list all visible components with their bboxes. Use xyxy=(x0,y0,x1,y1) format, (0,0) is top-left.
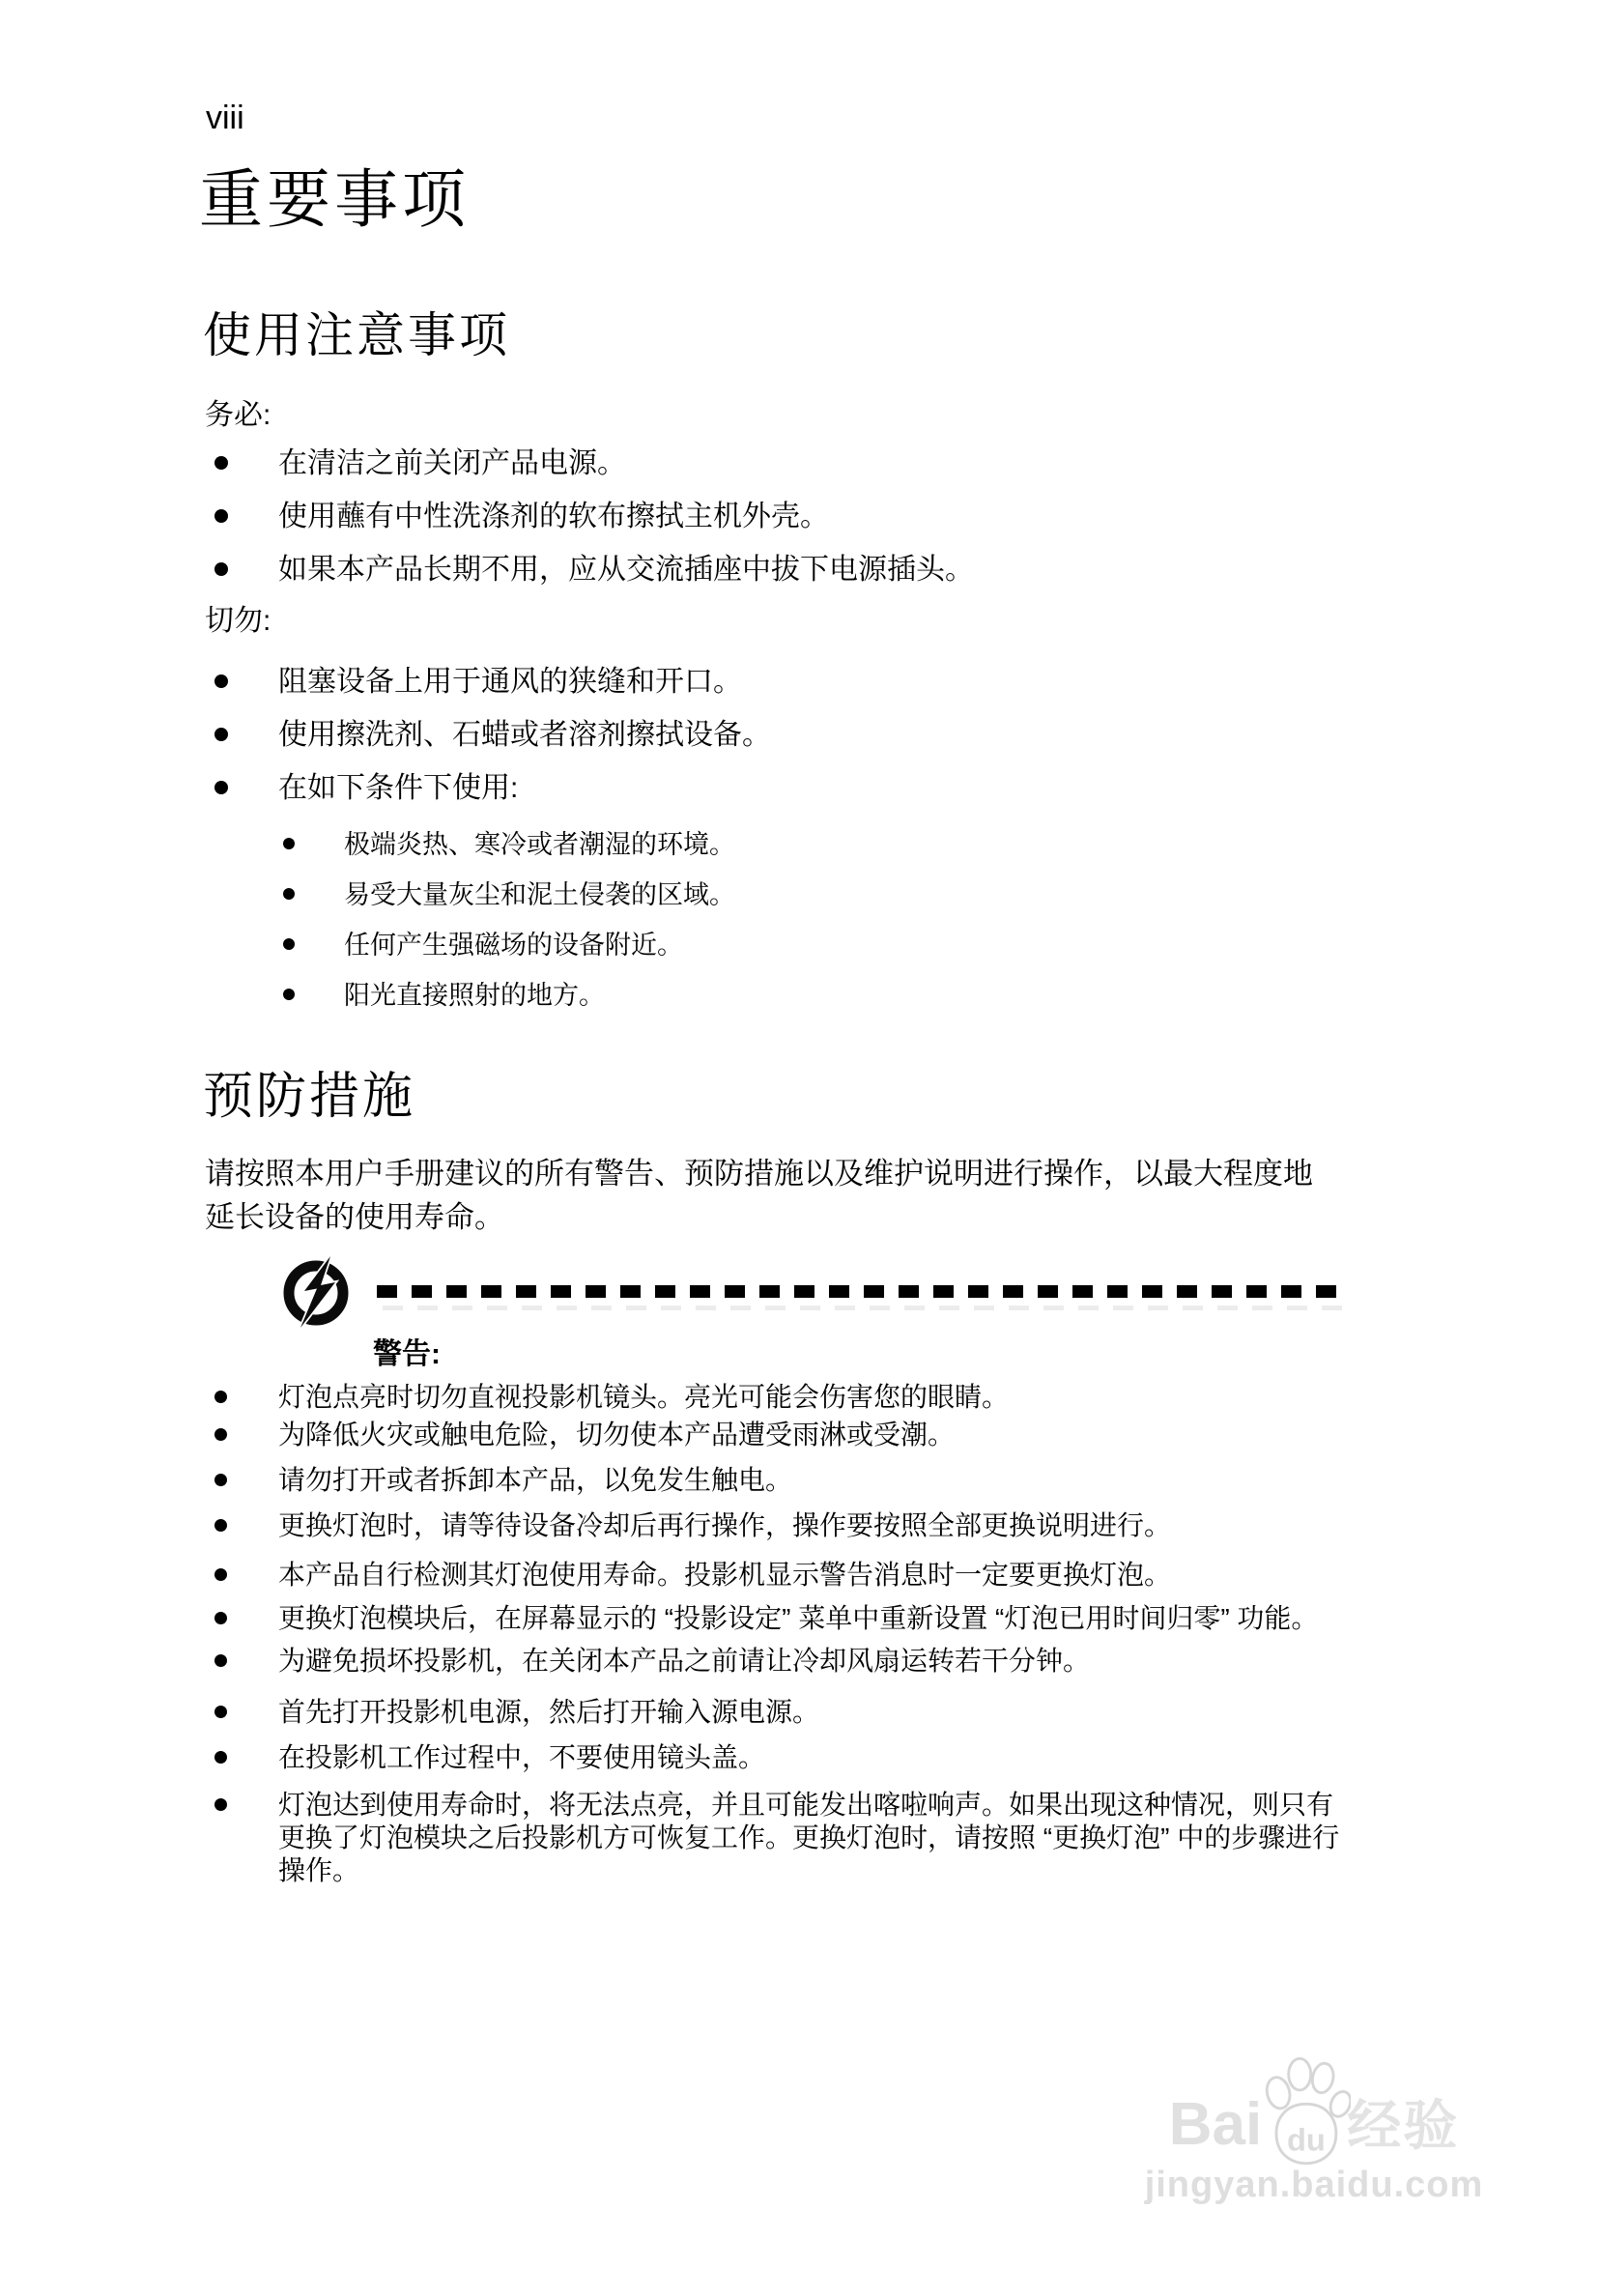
list-item-text: 极端炎热、寒冷或者潮湿的环境。 xyxy=(344,830,735,859)
baidu-paw-logo xyxy=(1258,2054,1351,2168)
list-item xyxy=(205,708,1422,761)
list-item xyxy=(205,543,1422,596)
list-item-text: 在清洁之前关闭产品电源。 xyxy=(278,447,626,479)
must-list xyxy=(205,437,1422,596)
condition-sublist xyxy=(271,819,1430,1020)
list-item xyxy=(205,1509,1351,1542)
list-item xyxy=(271,819,1430,870)
watermark-url: jingyan.baidu.com xyxy=(1144,2165,1484,2205)
list-item-text: 为降低火灾或触电危险，切勿使本产品遭受雨淋或受潮。 xyxy=(278,1420,956,1449)
list-item xyxy=(205,1559,1351,1592)
dashed-separator-ghost xyxy=(383,1306,1349,1310)
list-item xyxy=(205,437,1422,490)
bullet-dot-icon xyxy=(214,456,228,470)
warning-list xyxy=(205,1381,1422,1900)
list-item-text: 易受大量灰尘和泥土侵袭的区域。 xyxy=(344,880,735,909)
list-item xyxy=(271,870,1430,920)
list-item-text: 任何产生强磁场的设备附近。 xyxy=(344,931,683,960)
watermark-baidu-jingyan xyxy=(1111,2054,1517,2206)
intro-paragraph: 请按照本用户手册建议的所有警告、预防措施以及维护说明进行操作，以最大程度地延长设备的使用寿命。 xyxy=(205,1157,1313,1234)
list-item-text: 阻塞设备上用于通风的狭缝和开口。 xyxy=(278,666,742,698)
bullet-dot-icon xyxy=(283,888,295,900)
list-item-text: 如果本产品长期不用，应从交流插座中拔下电源插头。 xyxy=(278,554,974,586)
bullet-dot-icon xyxy=(214,1706,227,1718)
bullet-dot-icon xyxy=(214,728,228,741)
list-item xyxy=(205,1741,1351,1774)
list-item xyxy=(205,1645,1351,1678)
list-item xyxy=(205,655,1422,708)
list-item-text: 首先打开投影机电源，然后打开输入源电源。 xyxy=(278,1697,820,1727)
list-item-text: 在投影机工作过程中，不要使用镜头盖。 xyxy=(278,1742,766,1772)
warning-icon xyxy=(278,1254,354,1330)
list-item-text: 在如下条件下使用: xyxy=(278,772,519,804)
bullet-dot-icon xyxy=(283,989,295,1000)
list-item xyxy=(205,1602,1351,1635)
list-item-text: 为避免损坏投影机，在关闭本产品之前请让冷却风扇运转若干分钟。 xyxy=(278,1646,1091,1676)
bullet-dot-icon xyxy=(214,1391,227,1403)
list-item-text: 更换灯泡模块后，在屏幕显示的 “投影设定” 菜单中重新设置 “灯泡已用时间归零” 功能。 xyxy=(278,1603,1319,1633)
list-item xyxy=(205,1789,1351,1887)
never-list xyxy=(205,655,1422,815)
list-item xyxy=(271,970,1430,1020)
watermark-brand-du: du xyxy=(1287,2121,1327,2158)
watermark-brand-row xyxy=(1111,2054,1517,2168)
list-item-text: 阳光直接照射的地方。 xyxy=(344,981,605,1010)
list-item xyxy=(205,1696,1351,1729)
never-label: 切勿: xyxy=(205,605,271,637)
bullet-dot-icon xyxy=(214,1654,227,1667)
list-item xyxy=(205,490,1422,543)
warning-label: 警告: xyxy=(373,1338,441,1370)
list-item-text: 请勿打开或者拆卸本产品，以免发生触电。 xyxy=(278,1465,793,1495)
list-item xyxy=(205,1381,1351,1414)
section-heading-usage: 使用注意事项 xyxy=(203,308,510,362)
bullet-dot-icon xyxy=(283,938,295,950)
bullet-dot-icon xyxy=(214,562,228,576)
list-item xyxy=(205,1419,1351,1451)
list-item-text: 更换灯泡时，请等待设备冷却后再行操作，操作要按照全部更换说明进行。 xyxy=(278,1510,1172,1540)
bullet-dot-icon xyxy=(214,1474,227,1486)
bullet-dot-icon xyxy=(283,838,295,849)
list-item-text: 本产品自行检测其灯泡使用寿命。投影机显示警告消息时一定要更换灯泡。 xyxy=(278,1560,1172,1590)
page-title: 重要事项 xyxy=(199,163,470,235)
bullet-dot-icon xyxy=(214,509,228,523)
bullet-dot-icon xyxy=(214,1798,227,1811)
list-item xyxy=(205,1464,1351,1497)
list-item-text: 灯泡达到使用寿命时，将无法点亮，并且可能发出喀啦响声。如果出现这种情况，则只有更换了灯泡模块之后投影机方可恢复工作。更换灯泡时，请按照 “更换灯泡” 中的步骤进行操作。 xyxy=(278,1790,1340,1885)
section-heading-precautions: 预防措施 xyxy=(203,1069,416,1125)
list-item xyxy=(271,920,1430,970)
bullet-dot-icon xyxy=(214,674,228,688)
must-label: 务必: xyxy=(205,399,271,431)
bullet-dot-icon xyxy=(214,1519,227,1532)
dashed-separator xyxy=(377,1285,1351,1298)
bullet-dot-icon xyxy=(214,1751,227,1764)
list-item-text: 灯泡点亮时切勿直视投影机镜头。亮光可能会伤害您的眼睛。 xyxy=(278,1382,1010,1412)
bullet-dot-icon xyxy=(214,781,228,794)
list-item-text: 使用擦洗剂、石蜡或者溶剂擦拭设备。 xyxy=(278,719,771,751)
bullet-dot-icon xyxy=(214,1612,227,1624)
bullet-dot-icon xyxy=(214,1568,227,1581)
bullet-dot-icon xyxy=(214,1428,227,1441)
list-item-text: 使用蘸有中性洗涤剂的软布擦拭主机外壳。 xyxy=(278,501,829,532)
list-item xyxy=(205,761,1422,815)
page-number: viii xyxy=(206,100,244,136)
watermark-brand: Bai xyxy=(1168,2091,1263,2158)
watermark-brand-cn: 经验 xyxy=(1347,2095,1460,2156)
